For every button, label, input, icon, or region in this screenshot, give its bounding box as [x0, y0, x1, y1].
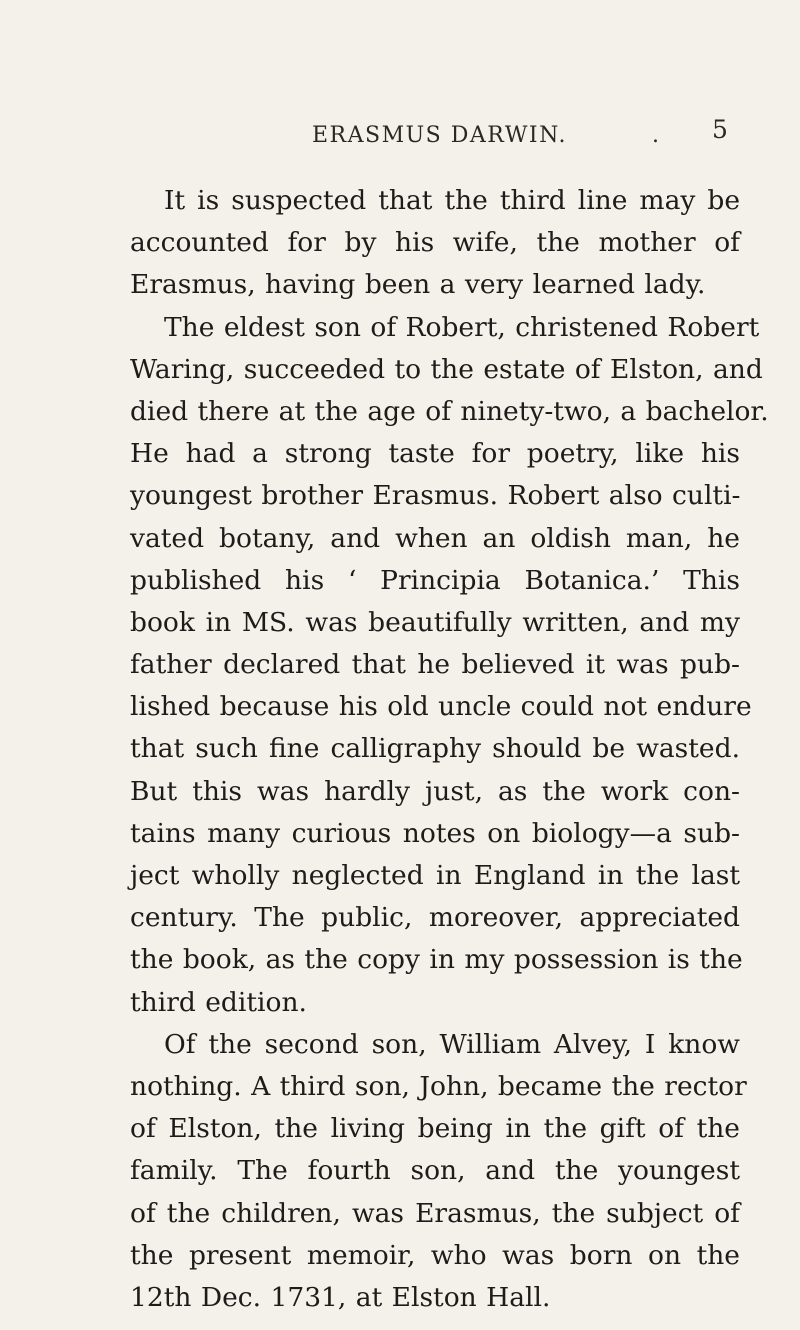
text-line: of Elston, the living being in the gift of the	[130, 1113, 740, 1145]
text-line: ject wholly neglected in England in the last	[130, 860, 740, 891]
text-line: tains many curious notes on biology—a sub-	[130, 817, 740, 849]
text-line: lished because his old uncle could not endure	[130, 691, 752, 723]
page-number: 5	[712, 115, 728, 144]
text-line: It is suspected that the third line may be	[164, 185, 740, 216]
text-line: the book, as the copy in my possession is the	[130, 944, 743, 976]
text-line: youngest brother Erasmus. Robert also culti-	[130, 480, 741, 512]
running-head	[0, 115, 800, 154]
text-line: But this was hardly just, as the work con-	[130, 775, 740, 807]
text-line: died there at the age of ninety-two, a bachelor.	[130, 395, 769, 427]
text-line: Erasmus, having been a very learned lady.	[130, 269, 706, 301]
text-line: family. The fourth son, and the youngest	[130, 1155, 740, 1187]
text-line: the present memoir, who was born on the	[130, 1239, 740, 1271]
text-line: nothing. A third son, John, became the rector	[130, 1070, 747, 1102]
text-line: of the children, was Erasmus, the subject of	[130, 1197, 740, 1229]
text-line: book in MS. was beautifully written, and my	[130, 606, 740, 638]
text-line: Of the second son, William Alvey, I know	[164, 1028, 740, 1060]
running-title: ERASMUS DARWIN.	[312, 123, 567, 148]
text-line: published his ‘ Principia Botanica.’ This	[130, 564, 740, 596]
body-text	[130, 180, 769, 1319]
text-line: century. The public, moreover, appreciated	[130, 902, 740, 934]
text-line: third edition.	[130, 986, 307, 1018]
text-line: He had a strong taste for poetry, like his	[130, 438, 740, 470]
text-line: Waring, succeeded to the estate of Elston, and	[130, 353, 763, 385]
text-line: accounted for by his wife, the mother of	[130, 227, 740, 259]
running-head-mark: .	[652, 123, 659, 148]
text-line: father declared that he believed it was pub-	[130, 649, 740, 681]
text-line: 12th Dec. 1731, at Elston Hall.	[130, 1281, 551, 1313]
text-line: vated botany, and when an oldish man, he	[130, 522, 740, 554]
text-line: The eldest son of Robert, christened Robert	[164, 311, 760, 343]
text-line: that such fine calligraphy should be wasted.	[130, 733, 740, 765]
